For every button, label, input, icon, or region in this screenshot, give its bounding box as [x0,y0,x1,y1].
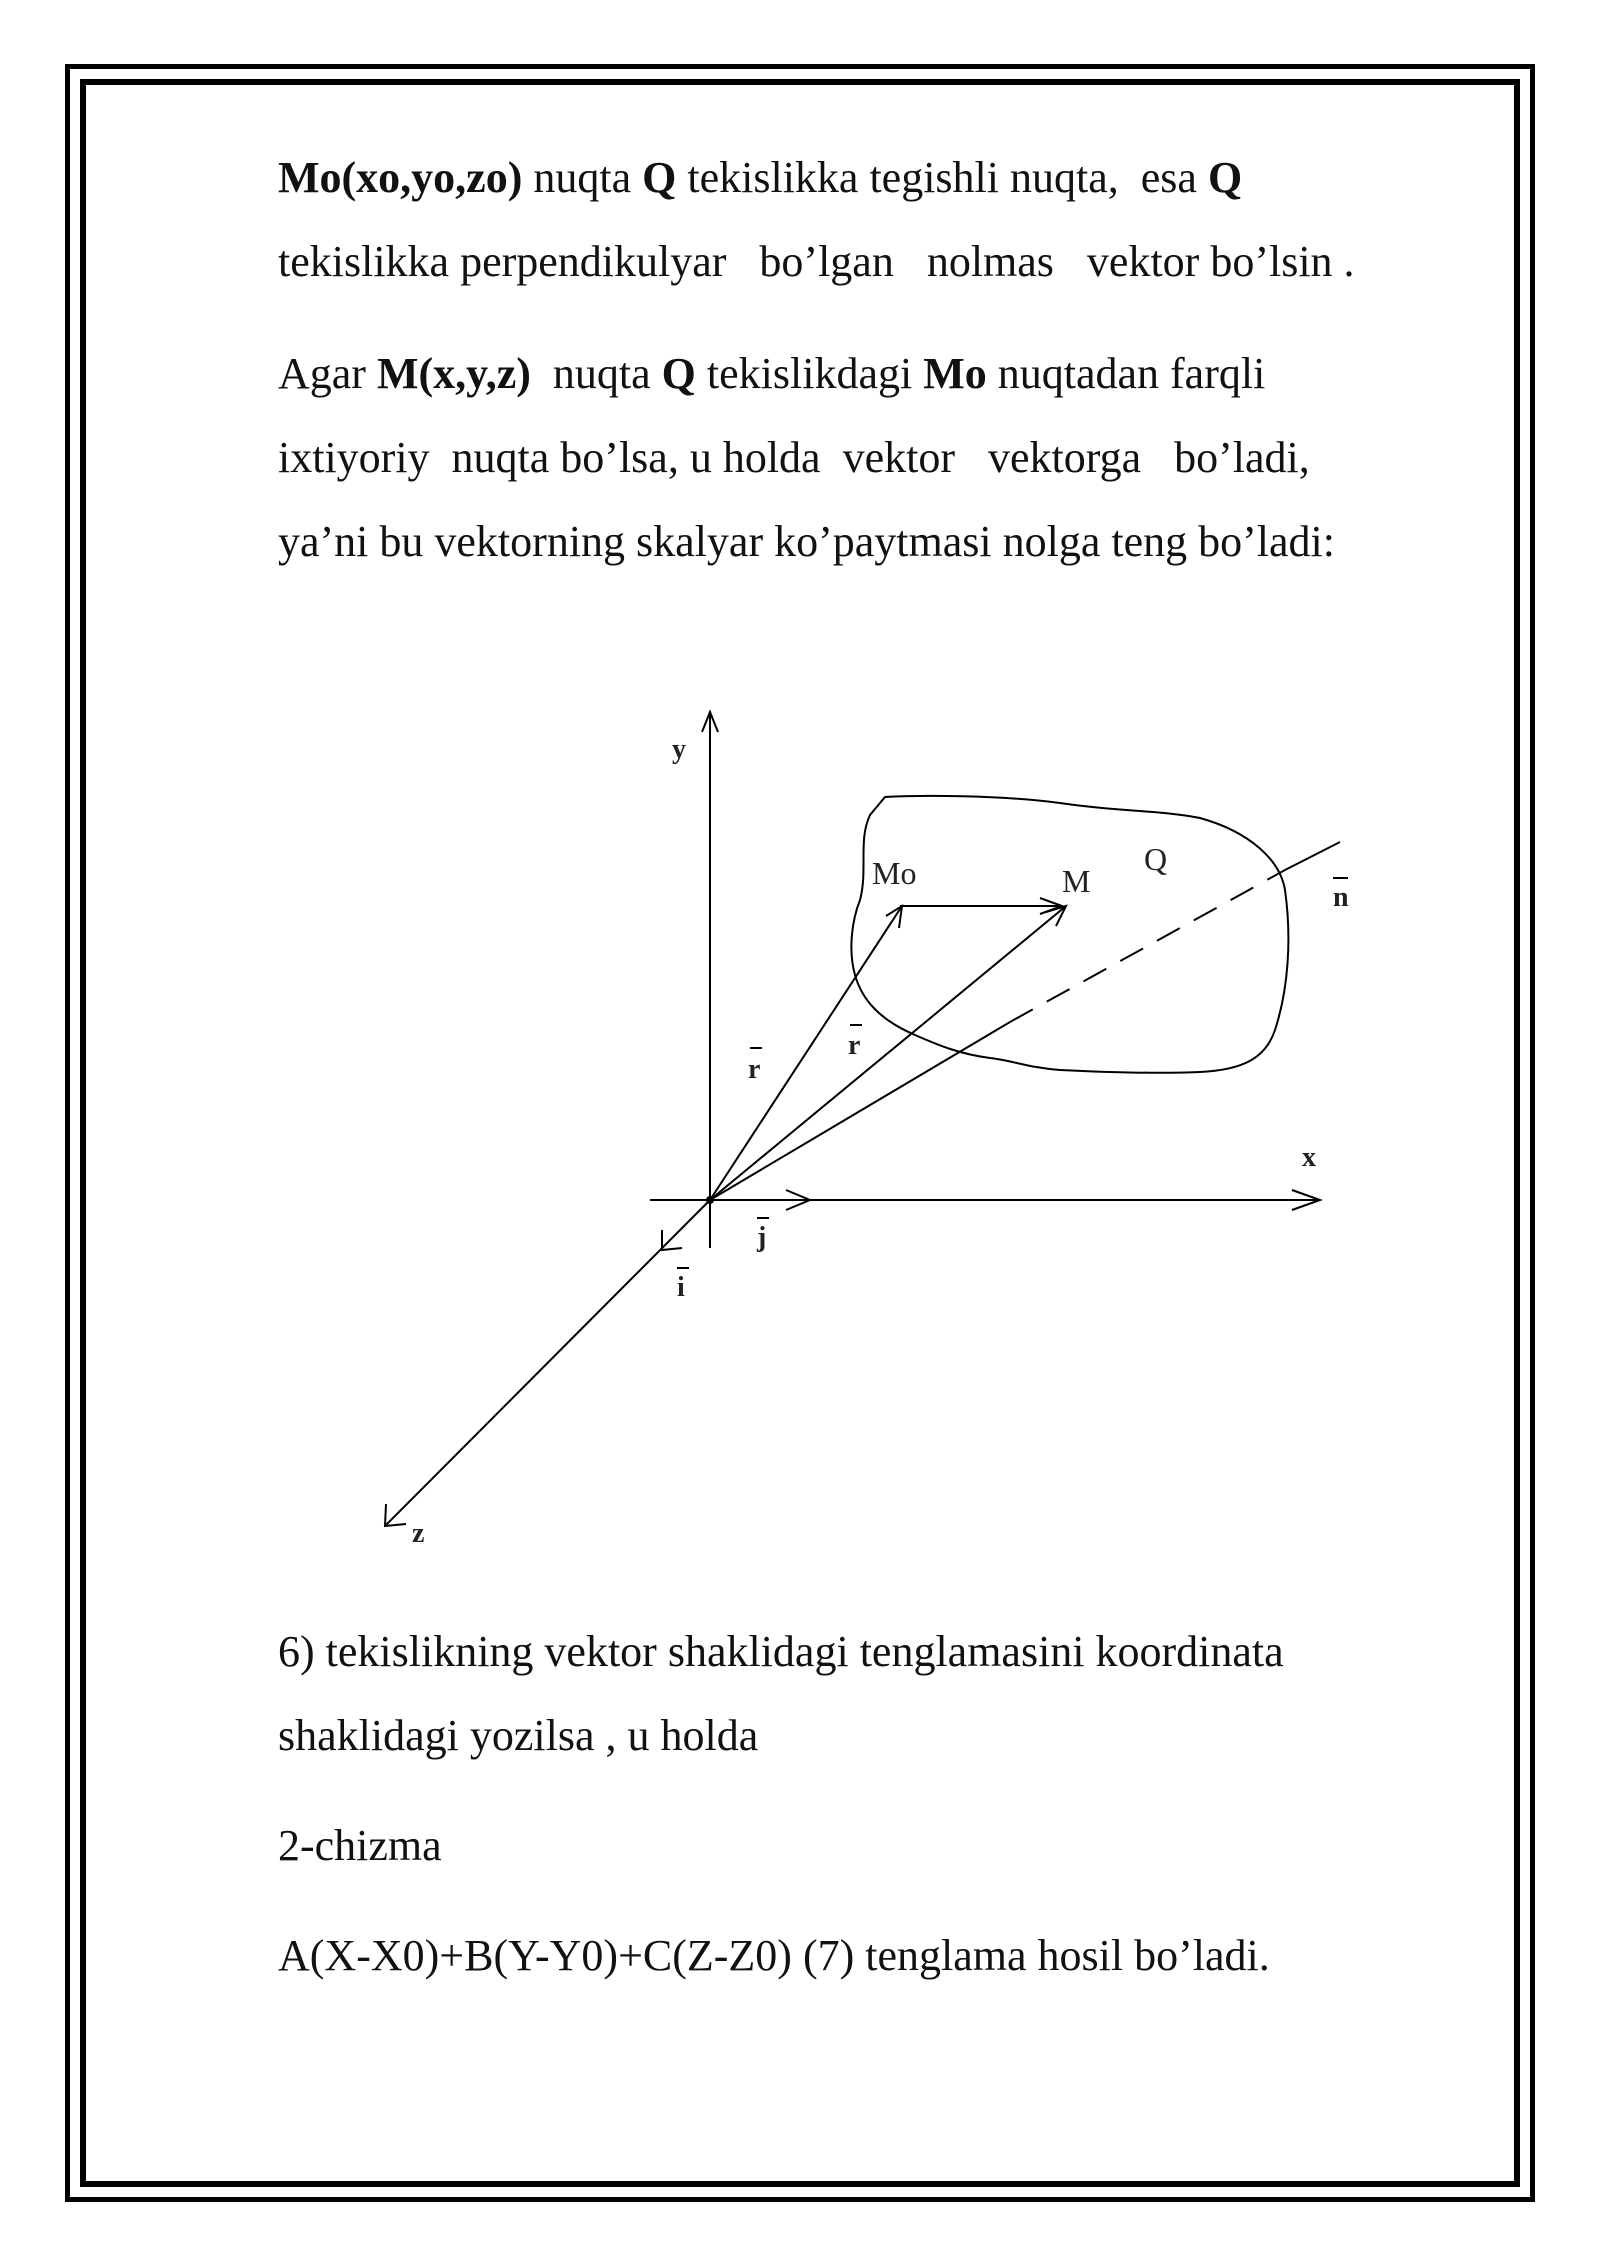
point-m-label: M [1062,863,1091,899]
paragraph2-line3: ya’ni bu vektorning skalyar ko’paytmasi nolga teng bo’ladi: [278,517,1335,566]
x-axis-label: x [1302,1142,1316,1173]
plane-equation: A(X-X0)+B(Y-Y0)+C(Z-Z0) (7) tenglama hosil bo’ladi. [278,1931,1270,1980]
normal-line-end [1285,842,1340,870]
radius-vector-r0 [710,906,902,1200]
radius-vector-r [710,906,1066,1200]
point-mo: Mo [923,349,987,398]
unit-vector-j-label: j [757,1222,767,1253]
text-span: Agar [278,349,377,398]
y-axis-label: y [672,734,686,765]
point-m-coords: M(x,y,z) [376,349,531,398]
plane-q-outline [851,796,1288,1073]
paragraph3-line1: 6) tekislikning vektor shaklidagi tenglamasini koordinata [278,1627,1284,1676]
paragraph1-line2: tekislikka perpendikulyar bo’lgan nolmas vektor bo’lsin . [278,237,1355,286]
text-span: nuqta [522,153,643,202]
origin-point [706,1196,714,1204]
normal-vector-label: n [1333,882,1349,913]
unit-vector-i-label: i [677,1272,685,1303]
plane-q: Q [661,349,696,398]
unit-vector-i-arrowhead [662,1230,682,1250]
radius-vector-r0-label: r [748,1054,761,1085]
plane-q: Q [642,153,677,202]
text-span: tekislikka tegishli nuqta, esa [676,153,1208,202]
normal-line-dashed [1010,870,1285,1022]
z-axis-label: z [412,1518,425,1549]
plane-q: Q [1207,153,1243,202]
paragraph2-line2: ixtiyoriy nuqta bo’lsa, u holda vektor vektorga bo’ladi, [278,433,1310,482]
figure-caption: 2-chizma [278,1821,442,1870]
radius-vector-r-label: r [848,1030,861,1061]
text-span: nuqtadan farqli [986,349,1266,398]
point-mo-coords: Mo(xo,yo,zo) [278,153,523,202]
plane-q-label: Q [1144,841,1168,877]
point-mo-label: Mo [872,855,917,891]
text-span: tekislikdagi [695,349,924,398]
text-span: nuqta [530,349,662,398]
paragraph3-line2: shaklidagi yozilsa , u holda [278,1711,759,1760]
